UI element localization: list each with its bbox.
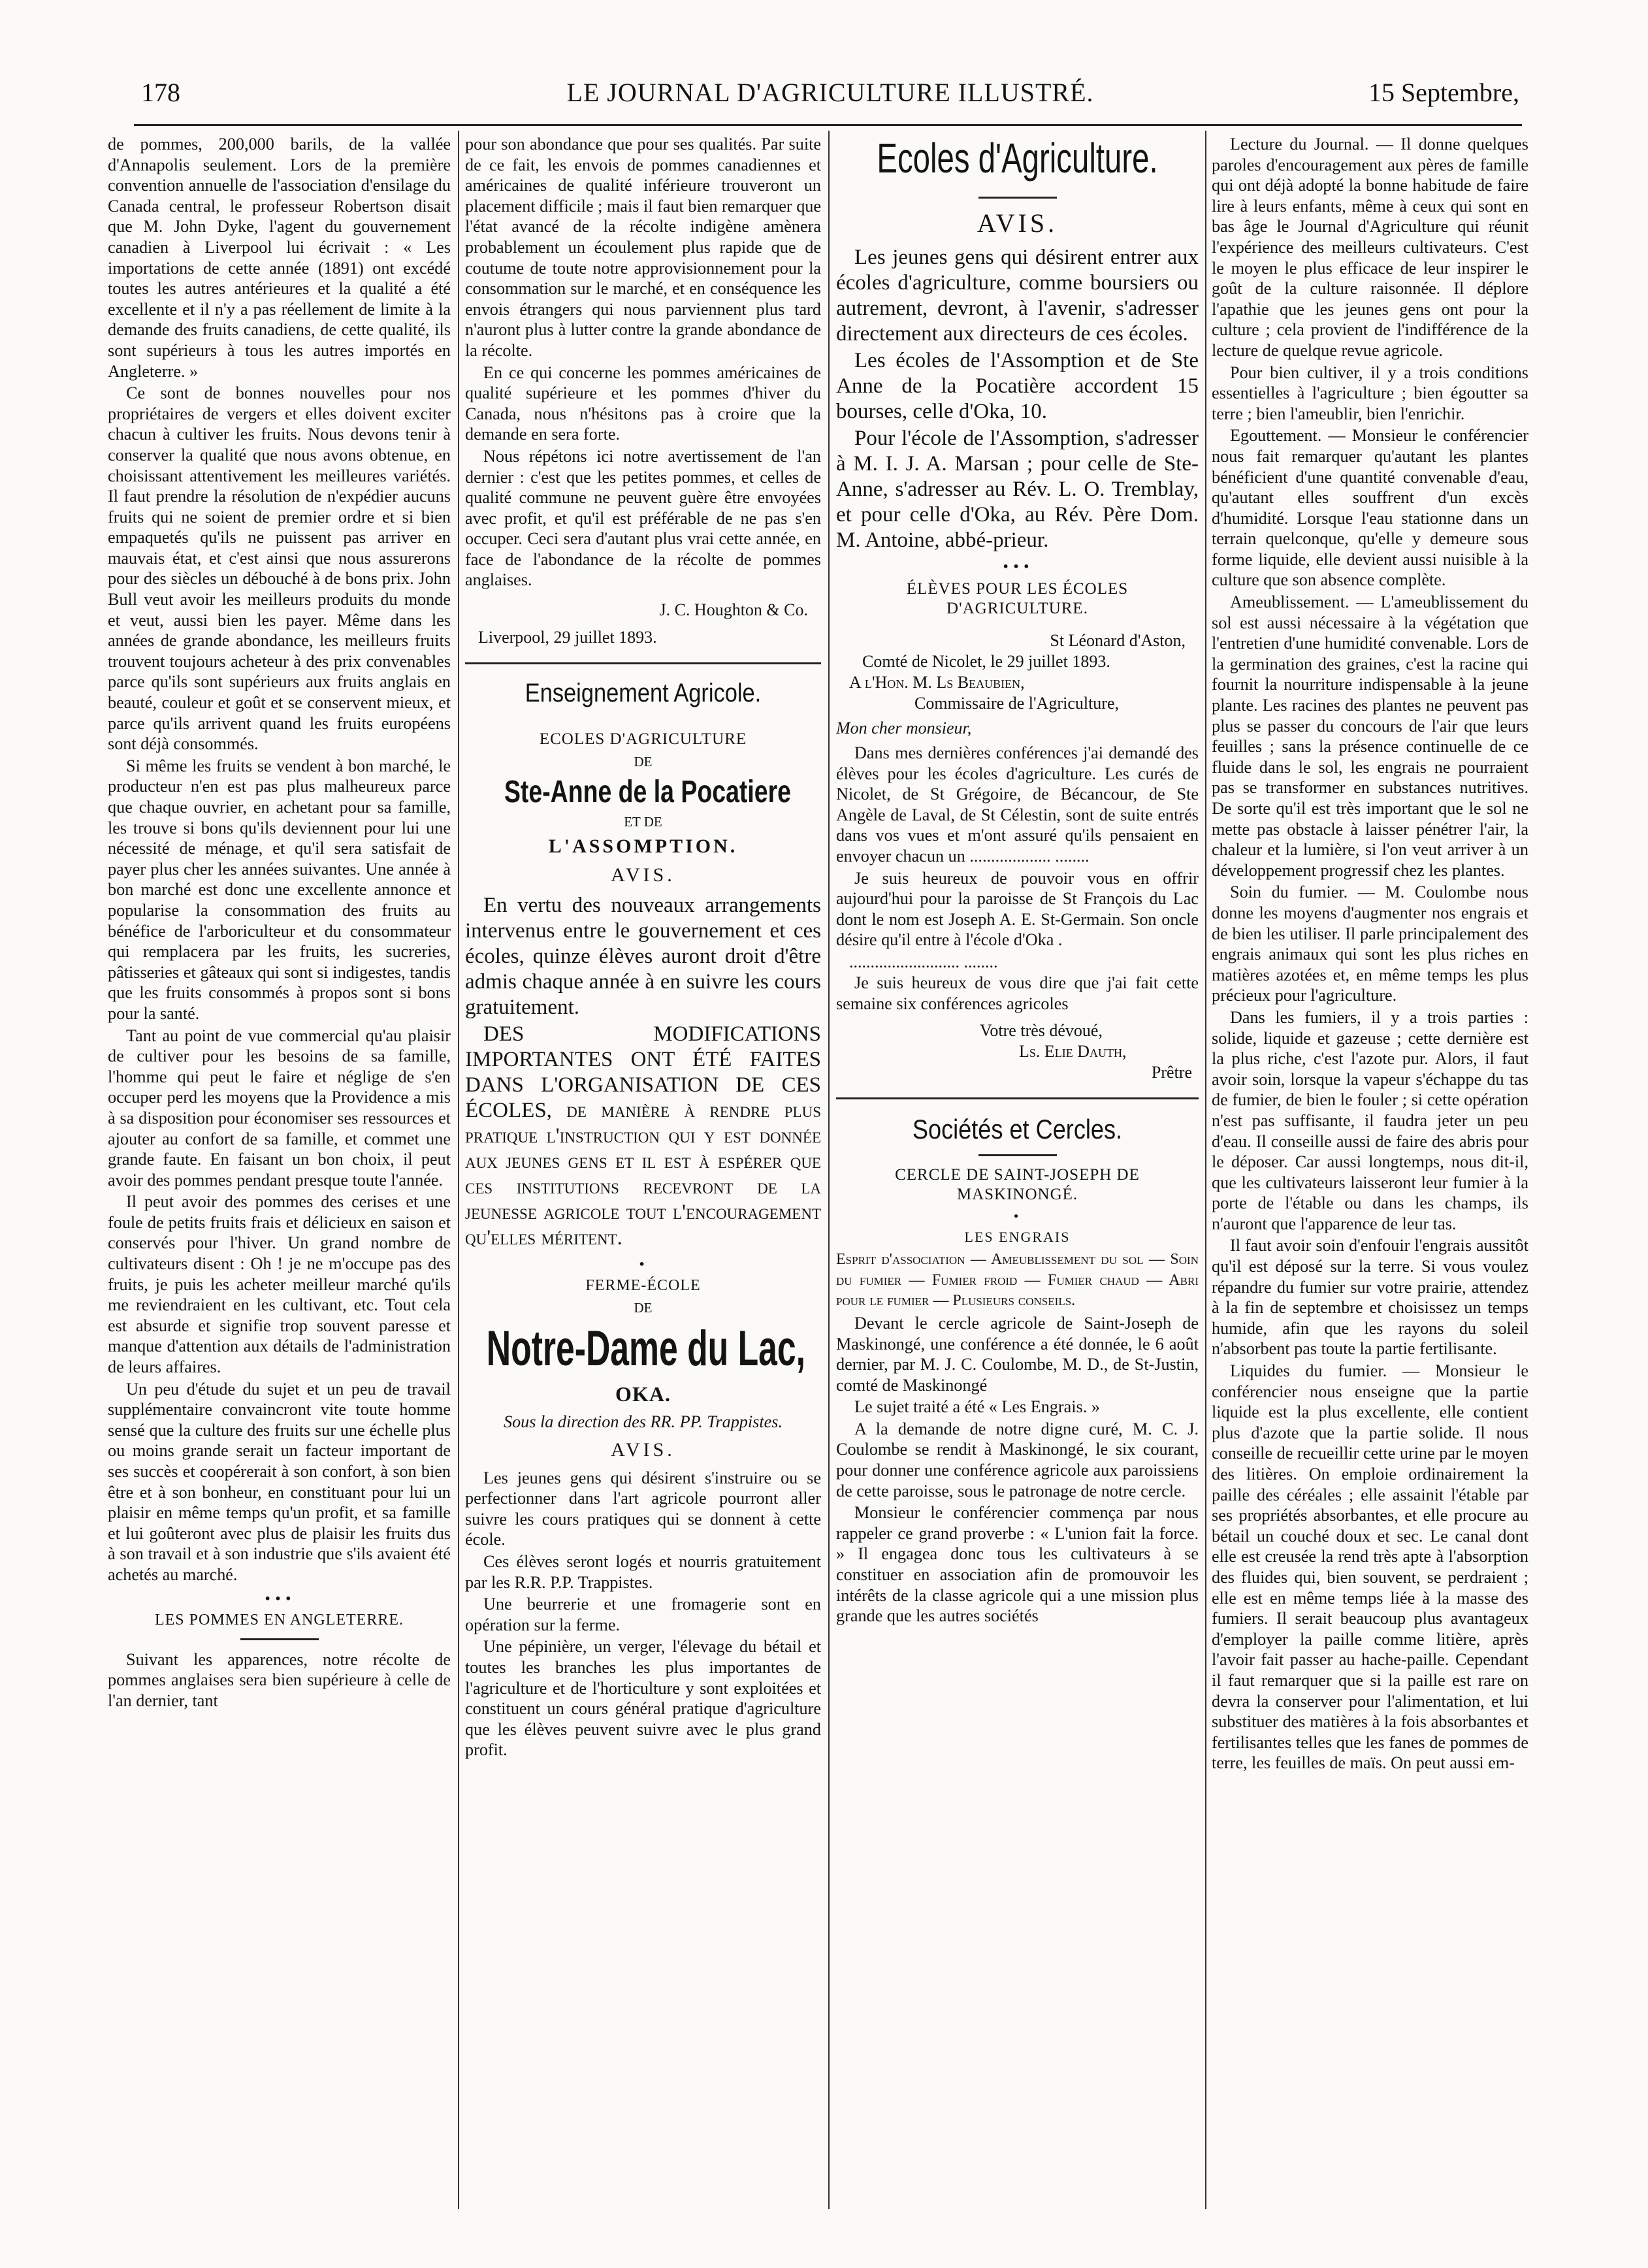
article-paragraph: de pommes, 200,000 barils, de la vallée d'Annapolis seulement. Lors de la première convention annuelle de l'association d'ensilage du Canada central, le professeur Robertson disait que M. John Dyke, l'agent du gouvernement canadien à Liverpool lui écrivait : « Les importations de cette année (1891) ont excédé toutes les autres antérieures et la qualité a été excellente et il n'y a pas réellement de limite à la demande des fruits canadiens, de cette qualité, ils sont supérieurs à tous les autres importés en Angleterre. » [108, 135, 451, 381]
letter-date: Comté de Nicolet, le 29 juillet 1893. [862, 652, 1110, 671]
article-paragraph: Si même les fruits se vendent à bon marché, le producteur n'en est pas plus malheureux parce que chaque ouvrier, en achetant pour sa famille, les trouve si bons qu'ils deviennent pour lui une nécessité de ménage, et qu'il sera satisfait de payer plus cher les années suivantes. Une année à bon marché est donc une excellente annonce et popularise la consommation des fruits au bénéfice de l'arboriculteur et du consommateur qui remplacera par les fruits, les sucreries, pâtisseries et gâteaux qui sont si indigestes, tandis que les fruits consommés à propos sont si bons pour la santé. [108, 756, 451, 1023]
column-rule [828, 131, 830, 2209]
article-paragraph: Dans les fumiers, il y a trois parties : solide, liquide et gazeuse ; cette dernière est la plus riche, c'est l'azote pur. Alors, il faut avoir soin, lorsque la vapeur s'échappe du tas de fumier, de bien le fouler ; si cette opération n'est pas suffisante, il faudra jeter un peu d'eau. Il conseille aussi de faire des abris pour le déposer. Car aussi longtemps, nous dit-il, que les cultivateurs laisseront leur fumier à la porte de l'étable ou dans les champs, ils n'auront que l'apparence de leur tas. [1212, 1007, 1528, 1233]
article-paragraph: Ces élèves seront logés et nourris gratuitement par les R.R. P.P. Trappistes. [465, 1552, 821, 1592]
heading-rule [978, 1154, 1057, 1156]
column-rule [1205, 131, 1206, 2209]
article-paragraph: A la demande de notre digne curé, M. C. J. Coulombe se rendit à Maskinongé, le six courant, pour donner une conférence agricole aux paroissiens de cette paroisse, sous le patronage de notre cercle. [836, 1419, 1199, 1500]
article-paragraph: Lecture du Journal. — Il donne quelques paroles d'encouragement aux pères de famille qui ont déjà adopté la bonne habitude de faire lire à leurs enfants, même à ceux qui sont en bas âge le Journal d'Agriculture qui réunit l'expérience des meilleurs cultivateurs. C'est le moyen le plus efficace de leur inspirer le goût de la culture raisonnée. Il déplore l'apathie que les jeunes gens ont pour la culture ; cela provient de l'indifférence de la lecture de quelque revue agricole. [1212, 135, 1528, 360]
article-heading: CERCLE DE SAINT-JOSEPH DE MASKINONGÉ. [895, 1166, 1140, 1204]
article-paragraph: Ce sont de bonnes nouvelles pour nos propriétaires de vergers et elles doivent exciter chacun à cultiver les fruits. Nous devons tenir à conserver la qualité que nous avons obtenue, en choisissant attentivement les meilleures variétés. Il faut prendre la résolution de n'expédier aucuns fruits qui ne soient de premier ordre et si bien empaquetés qu'ils ne puissent pas arriver en mauvais état, et c'est ainsi que nous assurerons pour des siècles un débouché à de bons prix. John Bull veut avoir les meilleurs produits du monde et veut, aussi bien les payer. Même dans les années de grande abondance, les meilleurs fruits trouvent toujours acheteur à des prix convenables parce qu'ils sont supérieurs aux fruits anglais en beauté, couleur et goût et se conservent mieux, et parce qu'ils arrivent quand les fruits européens sont déjà consommés. [108, 383, 451, 754]
article-paragraph: Une beurrerie et une fromagerie sont en opération sur la ferme. [465, 1595, 821, 1634]
section-title: Enseignement Agricole. [525, 679, 762, 708]
article-paragraph: Tant au point de vue commercial qu'au plaisir de cultiver pour les besoins de sa famille, l'homme qui peut le faire et néglige de s'en occuper perd les moyens que la Providence a mis à sa disposition pour économiser ses ressources et ajouter au confort de sa famille, et commet une grande faute. En faisant un bon choix, il peut avoir des pommes pendant presque toute l'année. [108, 1026, 451, 1190]
article-paragraph: Devant le cercle agricole de Saint-Joseph de Maskinongé, une conférence a été donnée, le 6 août dernier, par M. J. C. Coulombe, M. D., de St-Justin, comté de Maskinongé [836, 1313, 1199, 1395]
subheading: DE [634, 754, 653, 770]
article-paragraph: Un peu d'étude du sujet et un peu de travail supplémentaire convaincront vite toute homme sensé que la culture des fruits sur une échelle plus ou moins grande serait un facteur important de ses succès et coopérerait à son confort, à son bien être et à son bonheur, en constituant pour lui un plaisir en même temps qu'un profit, et sa famille et lui goûteront avec plus de plaisir les fruits dus à son travail et à son industrie que s'ils avaient été achetés au marché. [108, 1379, 451, 1584]
subheading: FERME-ÉCOLE [585, 1277, 701, 1295]
column-3 [836, 134, 1199, 2209]
letter-closing: Votre très dévoué, [980, 1021, 1103, 1041]
school-name: Ste-Anne de la Pocatiere [504, 775, 791, 810]
subheading: ECOLES D'AGRICULTURE [539, 730, 747, 749]
section-rule [465, 662, 821, 664]
subheading: DE [634, 1300, 653, 1316]
section-separator: • [1012, 1210, 1022, 1224]
letter-place: St Léonard d'Aston, [1050, 631, 1186, 650]
article-paragraph: Il faut avoir soin d'enfouir l'engrais aussitôt qu'il est déposé sur la terre. Si vous voulez répandre du fumier sur votre prairie, attendez à la fin de septembre et choisissez un temps humide, afin que les rayons du soleil n'absorbent pas toute la partie fertilisante. [1212, 1236, 1528, 1359]
header-rule [134, 124, 1522, 126]
subheading: LES ENGRAIS [964, 1229, 1071, 1246]
article-paragraph: Les jeunes gens qui désirent entrer aux écoles d'agriculture, comme boursiers ou autrement, devront, à l'avenir, s'adresser directement aux directeurs de ces écoles. [836, 246, 1199, 346]
column-rule [458, 131, 459, 2209]
letter-signature: Ls. Elie Dauth, [1019, 1042, 1127, 1061]
page-number: 178 [141, 78, 180, 107]
article-paragraph: En vertu des nouveaux arrangements intervenus entre le gouvernement et ces écoles, quinze élèves auront droit d'être admis chaque année à en suivre les cours gratuitement. [465, 894, 821, 1020]
column-1 [108, 134, 451, 2209]
article-paragraph: Le sujet traité a été « Les Engrais. » [854, 1397, 1100, 1417]
article-paragraph: Ameublissement. — L'ameublissement du sol est aussi nécessaire à la végétation que l'entretien d'une humidité convenable. Lors de la germination des graines, c'est la racine qui fournit la nourriture indispensable à la jeune plante. Les racines des plantes ne peuvent pas plus se passer du concours de l'air que leurs feuilles ; sans la présence continuelle de ce fluide dans le sol, les engrais ne pourraient pas se transformer en substances nutritives. De sorte qu'il est très important que le sol ne mette pas obstacle à laisser pénétrer l'air, la chaleur et la lumière, si l'on veut arriver à un développement progressif chez les plantes. [1212, 592, 1528, 880]
letter-recipient-title: Commissaire de l'Agriculture, [914, 694, 1120, 713]
letter-recipient: A l'Hon. M. Ls Beaubien, [849, 673, 1025, 692]
section-separator: ••• [263, 1590, 295, 1606]
avis-heading: AVIS. [611, 864, 675, 886]
column-4 [1212, 134, 1528, 2209]
article-summary: Esprit d'association — Ameublissement du sol — Soin du fumier — Fumier froid — Fumier chaud — Abri pour le fumier — Plusieurs conseils. [836, 1251, 1199, 1310]
section-separator: • [638, 1256, 649, 1272]
article-paragraph: Liquides du fumier. — Monsieur le conférencier nous enseigne que la partie liquide est la plus excellente, elle contient plus d'azote que la partie solide. Il nous conseille de recueillir cette urine par le moyen des litières. On emploie ordinairement la paille des céréales ; elle assainit l'étable par ses propriétés absorbantes, et elle procure au bétail un couché doux et sec. Le canal dont elle est creusée la rend très apte à l'absorption des fluides qui, bien souvent, se perdraient ; elle est en même temps liée à la masse des fumiers. Il serait beaucoup plus avantageux d'employer la paille comme litière, après l'avoir fait passer au hache-paille. Cependant il faut remarquer que si la paille est rare on devra la conserver pour l'alimentation, et lui substituer des matières à la fois absorbantes et fertilisantes telles que les fanes de pommes de terre, les feuilles de maïs. On peut aussi em- [1212, 1361, 1528, 1773]
article-paragraph: Pour bien cultiver, il y a trois conditions essentielles à l'agriculture ; bien égoutter sa terre ; bien l'ameublir, bien l'enrichir. [1212, 363, 1528, 423]
direction-note: Sous la direction des RR. PP. Trappistes. [503, 1412, 783, 1432]
letter-salutation: Mon cher monsieur, [836, 719, 972, 737]
letter-paragraph: Je suis heureux de vous dire que j'ai fait cette semaine six conférences agricoles [836, 973, 1199, 1013]
location-name: OKA. [615, 1382, 671, 1406]
article-paragraph: Egouttement. — Monsieur le conférencier nous fait remarquer qu'autant les plantes bénéficient d'une quantité convenable d'eau, qu'autant elles souffrent d'un excès d'humidité. Lorsque l'eau stationne dans un terrain quelconque, qu'elle y demeure sous forme liquide, elle devient aussi nuisible à la culture que son absence complète. [1212, 426, 1528, 590]
signature-place: Liverpool, 29 juillet 1893. [478, 628, 657, 647]
heading-rule [240, 1638, 319, 1640]
school-name: Notre-Dame du Lac, [486, 1321, 805, 1377]
school-name: L'ASSOMPTION. [548, 835, 738, 858]
article-paragraph: Il peut avoir des pommes des cerises et une foule de petits fruits frais et délicieux en saison et conservés pour l'hiver. Un grand nombre de cultivateurs disent : Oh ! je ne m'occupe pas des fruits, je puis les acheter meilleur marché qu'ils me reviendraient en les cultivant, etc. Tout cela est absurde et signifie trop souvent paresse et manque d'attention aux détails de l'administration de leurs affaires. [108, 1192, 451, 1377]
article-paragraph: Nous répétons ici notre avertissement de l'an dernier : c'est que les petites pommes, et celles de qualité commune ne peuvent guère être envoyées avec profit, et qu'il est préférable de ne pas s'en occuper. Ceci sera d'autant plus vrai cette année, en face de l'abondance de la récolte de pommes anglaises. [465, 446, 821, 590]
section-title: Ecoles d'Agriculture. [877, 135, 1158, 182]
letter-paragraph: Je suis heureux de pouvoir vous en offrir aujourd'hui pour la paroisse de St François du Lac dont le nom est Joseph A. E. St-Germain. Son oncle désire qu'il entre à l'école d'Oka . [836, 868, 1199, 950]
letter-signature-title: Prêtre [1151, 1063, 1192, 1082]
article-heading: LES POMMES EN ANGLETERRE. [154, 1611, 404, 1628]
heading-rule [978, 197, 1057, 199]
article-heading: ÉLÈVES POUR LES ÉCOLES D'AGRICULTURE. [906, 580, 1129, 617]
subheading: ET DE [624, 814, 662, 830]
ellipsis-line: .......................... ........ [849, 952, 998, 971]
article-paragraph: Monsieur le conférencier commença par nous rappeler ce grand proverbe : « L'union fait la force. » Il engagea donc tous les cultivateurs à se constituer en association afin de promouvoir les intérêts de la classe agricole qui a une mission plus grande que les autres sociétés [836, 1503, 1199, 1626]
article-paragraph: Pour l'école de l'Assomption, s'adresser à M. I. J. A. Marsan ; pour celle de Ste-Anne, s'adresser au Rév. L. O. Tremblay, et pour celle d'Oka, au Rév. Père Dom. M. Antoine, abbé-prieur. [836, 427, 1199, 552]
article-paragraph: Suivant les apparences, notre récolte de pommes anglaises sera bien supérieure à celle de l'an dernier, tant [108, 1649, 451, 1710]
journal-title: LE JOURNAL D'AGRICULTURE ILLUSTRÉ. [566, 78, 1094, 107]
article-paragraph: Une pépinière, un verger, l'élevage du bétail et toutes les branches les plus importantes de l'agriculture et de l'horticulture y sont exploitées et constituent un cours général pratique d'agriculture que les élèves peuvent suivre avec le plus grand profit. [465, 1637, 821, 1760]
avis-heading: AVIS. [611, 1438, 675, 1461]
running-head [141, 77, 1519, 116]
letter-paragraph: Dans mes dernières conférences j'ai demandé des élèves pour les écoles d'agriculture. Les curés de Nicolet, de St Grégoire, de Bécancour, de Ste Angèle de Laval, de St Célestin, sont de suite entrés dans vos vues et m'ont assuré qu'ils pensaient en envoyer chacun un ................... ........ [836, 743, 1199, 866]
signature-company: J. C. Houghton & Co. [659, 600, 808, 620]
section-rule [836, 1097, 1199, 1099]
issue-date: 15 Septembre, [1368, 78, 1519, 107]
article-paragraph: En ce qui concerne les pommes américaines de qualité supérieure et les pommes d'hiver du Canada, nous n'hésitons pas à croire que la demande en sera forte. [465, 363, 821, 444]
section-title: Sociétés et Cercles. [912, 1114, 1123, 1145]
avis-heading: AVIS. [977, 208, 1058, 238]
article-paragraph: Les jeunes gens qui désirent s'instruire ou se perfectionner dans l'art agricole pourront aller suivre les cours pratiques qui se donnent à cette école. [465, 1468, 821, 1549]
article-paragraph: pour son abondance que pour ses qualités. Par suite de ce fait, les envois de pommes canadiennes et américaines de qualité inférieure trouveront un placement difficile ; mais il faut bien remarquer que l'état avancé de la récolte indigène amènera probablement un écoulement plus rapide que de coutume de toute notre approvisionnement pour la consommation sur le marché, et en conséquence les envois étrangers qui nous parviennent plus tard n'auront plus à lutter contre la grande abondance de la récolte. [465, 135, 821, 360]
article-paragraph: DES MODIFICATIONS IMPORTANTES ONT ÉTÉ FAITES DANS L'ORGANISATION DE CES ÉCOLES, de manière à rendre plus pratique l'instruction qui y est donnée aux jeunes gens et il est à espérer que ces institutions recevront de la jeunesse agricole tout l'encouragement qu'elles méritent. [465, 1022, 821, 1250]
section-separator: ••• [1001, 559, 1033, 574]
article-paragraph: Soin du fumier. — M. Coulombe nous donne les moyens d'augmenter nos engrais et de bien les utiliser. Il parle principalement des engrais animaux qui sont les plus riches en matières azotées et, en même temps les plus précieux pour l'agriculture. [1212, 883, 1528, 1005]
article-paragraph: Les écoles de l'Assomption et de Ste Anne de la Pocatière accordent 15 bourses, celle d'Oka, 10. [836, 349, 1199, 423]
column-2 [465, 134, 821, 2209]
